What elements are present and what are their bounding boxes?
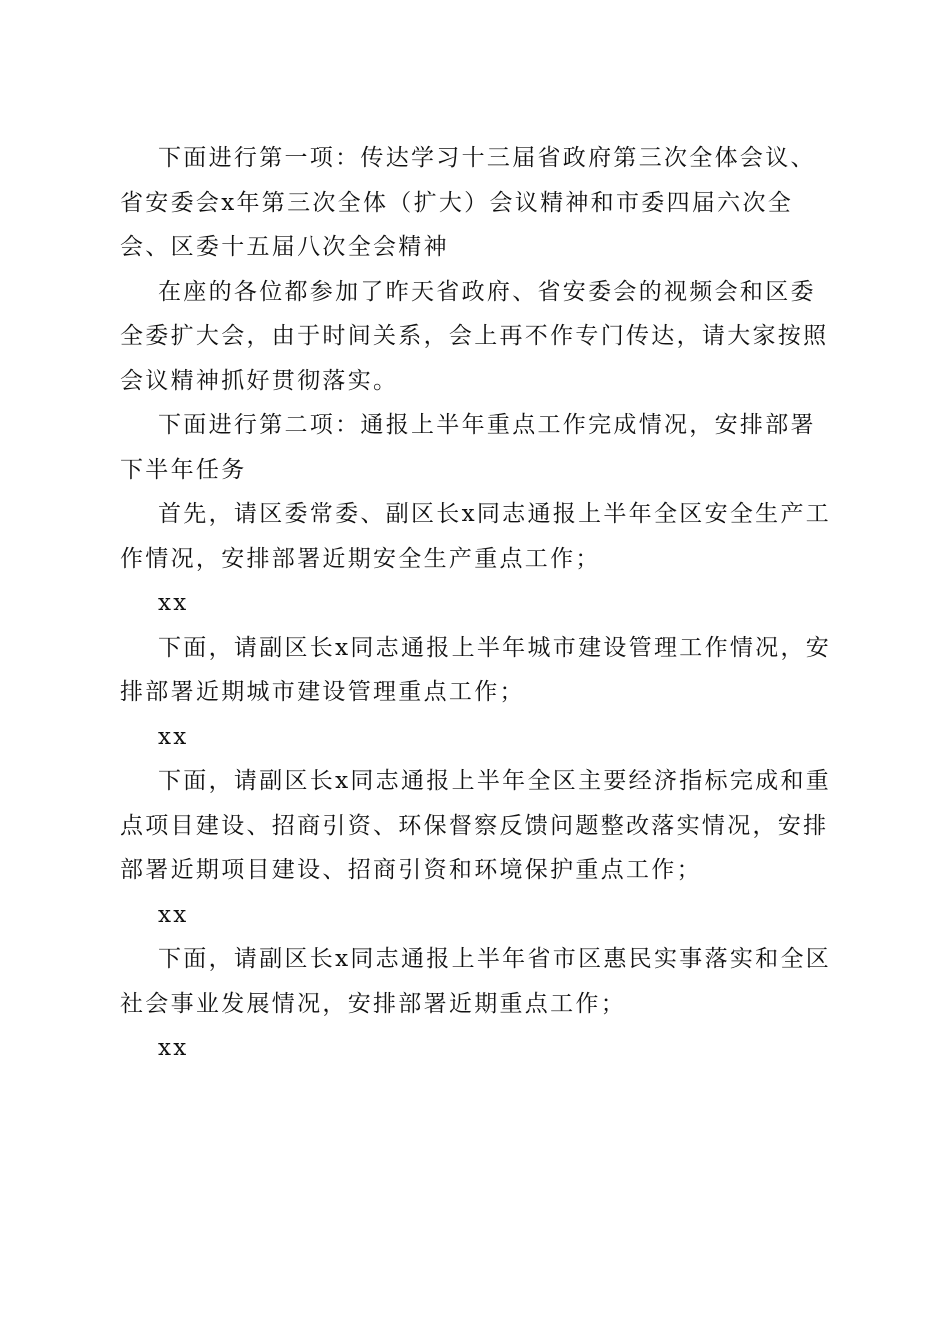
paragraph-urban-construction-report: 下面，请副区长x同志通报上半年城市建设管理工作情况，安排部署近期城市建设管理重点工作； xyxy=(120,634,832,705)
paragraph-economy-report: 下面，请副区长x同志通报上半年全区主要经济指标完成和重点项目建设、招商引资、环保督察反馈问题整改落实情况，安排部署近期项目建设、招商引资和环境保护重点工作； xyxy=(120,768,832,883)
paragraph-attendance-note: 在座的各位都参加了昨天省政府、省安委会的视频会和区委全委扩大会，由于时间关系，会上再不作专门传达，请大家按照会议精神抓好贯彻落实。 xyxy=(120,278,829,394)
document-body xyxy=(120,136,840,1071)
paragraph-safety-report: 首先，请区委常委、副区长x同志通报上半年全区安全生产工作情况，安排部署近期安全生产重点工作； xyxy=(120,501,832,572)
paragraph-item-1-title: 下面进行第一项：传达学习十三届省政府第三次全体会议、省安委会x年第三次全体（扩大）会议精神和市委四届六次全会、区委十五届八次全会精神 xyxy=(120,145,816,260)
paragraph-public-welfare-report: 下面，请副区长x同志通报上半年省市区惠民实事落实和全区社会事业发展情况，安排部署近期重点工作； xyxy=(120,946,832,1017)
placeholder-speaker: xx xyxy=(158,901,189,928)
placeholder-speaker: xx xyxy=(158,1035,189,1061)
paragraph-item-2-title: 下面进行第二项：通报上半年重点工作完成情况，安排部署下半年任务 xyxy=(120,412,816,483)
placeholder-speaker: xx xyxy=(158,590,189,616)
placeholder-speaker: xx xyxy=(158,723,189,750)
